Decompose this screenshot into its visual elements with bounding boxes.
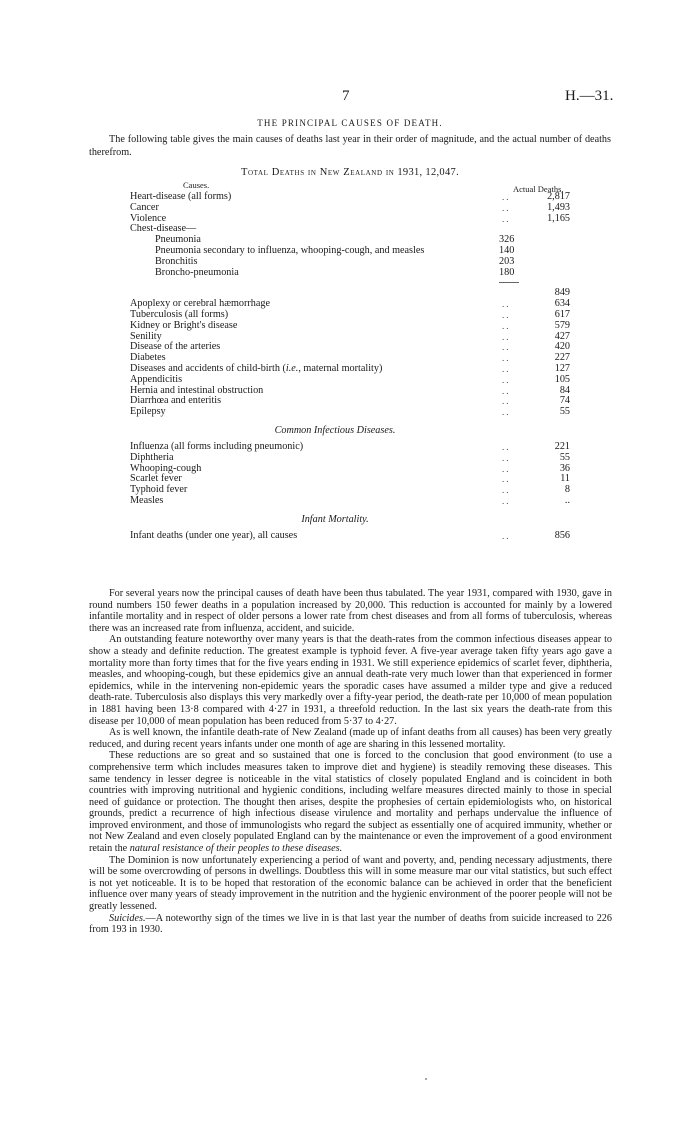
body-paragraph: The Dominion is now unfortunately experiencing a period of want and poverty, and, pending necessary adjustments, there will be some overcrowding of persons in dwellings. Doubtless this will in some measure mar our vital statistics, but such effect is not yet noticeable. It is to be hoped that restoration of the economic balance can be achieved in order that the beneficient influence over many years of steady improvement in the nutrition and the hygienic environment of the poorer people will not be greatly lessened. [89, 854, 612, 913]
table-row: Whooping-cough .. 36 [130, 462, 570, 474]
table-title-prefix: Total Deaths in New Zealand in [240, 167, 395, 178]
document-reference: H.—31. [565, 88, 614, 104]
body-text [89, 588, 612, 936]
table-row: Influenza (all forms including pneumonic) .. 221 [130, 440, 570, 452]
table-row: Tuberculosis (all forms) .. 617 [130, 308, 570, 320]
table-row: Disease of the arteries .. 420 [130, 341, 570, 353]
causes-table [130, 192, 570, 542]
table-row: Senility .. 427 [130, 330, 570, 342]
table-row: Diseases and accidents of child-birth (i.e., maternal mortality) .. 127 [130, 362, 570, 374]
table-row: Diphtheria .. 55 [130, 451, 570, 463]
table-row: Kidney or Bright's disease .. 579 [130, 319, 570, 331]
table-row: Diarrhœa and enteritis .. 74 [130, 395, 570, 407]
stray-mark [425, 1078, 427, 1080]
body-paragraph: An outstanding feature noteworthy over many years is that the death-rates from the common infectious diseases appear to show a steady and definite reduction. The greatest example is typhoid fever. A five-year average taken fifty years ago gave a mortality more than forty times that for the five years ending in 1931. We still experience epidemics of scarlet fever, diphtheria, measles, and whooping-cough, but these epidemics give an annual death-rate very much lower than that experienced in former epidemics, while in the intervening non-epidemic years the sporadic cases have assumed a milder type and give a reduced death-rate. Tuberculosis also displays this very markedly over a fifty-year period, the death-rate per 10,000 of mean population in 1881 having been 13·8 compared with 4·27 in 1931, a threefold reduction. In the last six years the death-rate from this disease per 10,000 of mean population has been reduced from 5·37 to 4·27. [89, 634, 612, 727]
table-row: Hernia and intestinal obstruction .. 84 [130, 384, 570, 396]
table-row: Appendicitis .. 105 [130, 373, 570, 385]
table-row: Broncho-pneumonia 180 [155, 266, 515, 278]
infectious-diseases-heading: Common Infectious Diseases. [274, 424, 396, 436]
table-row: Scarlet fever .. 11 [130, 473, 570, 485]
table-row: Typhoid fever .. 8 [130, 484, 570, 496]
column-header-causes: Causes. [183, 180, 210, 190]
table-row: Apoplexy or cerebral hæmorrhage .. 634 [130, 298, 570, 310]
table-row: Pneumonia secondary to influenza, whooping-cough, and measles 140 [155, 244, 515, 256]
page-number: 7 [342, 88, 350, 104]
table-row: Cancer .. 1,493 [130, 201, 570, 213]
infant-mortality-heading: Infant Mortality. [301, 513, 369, 525]
body-paragraph-suicides: Suicides.—A noteworthy sign of the times we live in is that last year the number of deaths from suicide increased to 226 from 193 in 1930. [89, 912, 612, 936]
table-title [0, 167, 700, 178]
table-title-suffix: 1931, 12,047. [397, 167, 460, 178]
table-row: Violence .. 1,165 [130, 212, 570, 224]
table-row: Pneumonia 326 [155, 234, 515, 246]
table-row: Infant deaths (under one year), all causes .. 856 [130, 529, 570, 541]
table-row: Heart-disease (all forms) .. 2,817 [130, 191, 570, 202]
table-row: Epilepsy .. 55 [130, 406, 570, 418]
subtotal-rule [130, 278, 570, 288]
table-row: Bronchitis 203 [155, 255, 515, 267]
table-row: Diabetes .. 227 [130, 352, 570, 364]
column-header-actual-deaths: Actual Deaths. [513, 184, 564, 194]
table-row: Measles .. .. [130, 494, 570, 506]
body-paragraph: For several years now the principal causes of death have been thus tabulated. The year 1931, compared with 1930, gave in round numbers 150 fewer deaths in a population increased by 20,000. This reduction is accounted for mainly by a lowered infantile mortality and in respect of older persons a lower rate from chest diseases and from all forms of tuberculosis, whereas there was an increased rate from influenza, accident, and suicide. [89, 588, 612, 634]
body-paragraph: These reductions are so great and so sustained that one is forced to the conclusion that good environment (to use a comprehensive term which includes measures taken to improve diet and hygiene) is steadily removing these diseases. This same tendency in lesser degree is noticeable in the vital statistics of closely populated England and is coincident in both countries with improving nutritional and hygienic conditions, including welfare measures directed mainly to those in special need of guidance or protection. The thought then arises, despite the prophesies of certain epidemiologists who, on historical grounds, predict a recurrence of high infectious disease virulence and mortality and perhaps undervalue the influence of improved environment, and those of immunologists who regard the subject as essentially one of acquired immunity, whether or not New Zealand and even closely populated England can by the maintenance or even the improvement of a good environment retain the natural resistance of their peoples to these diseases. [89, 750, 612, 855]
body-paragraph: As is well known, the infantile death-rate of New Zealand (made up of infant deaths from all causes) has been very greatly reduced, and during recent years infants under one month of age are sharing in this lessened mortality. [89, 727, 612, 750]
intro-paragraph: The following table gives the main causes of deaths last year in their order of magnitude, and the actual number of deaths therefrom. [89, 134, 611, 158]
table-row-chest-total: 849 [554, 287, 570, 299]
table-row: Chest-disease— [130, 223, 197, 235]
section-title: THE PRINCIPAL CAUSES OF DEATH. [257, 118, 443, 128]
